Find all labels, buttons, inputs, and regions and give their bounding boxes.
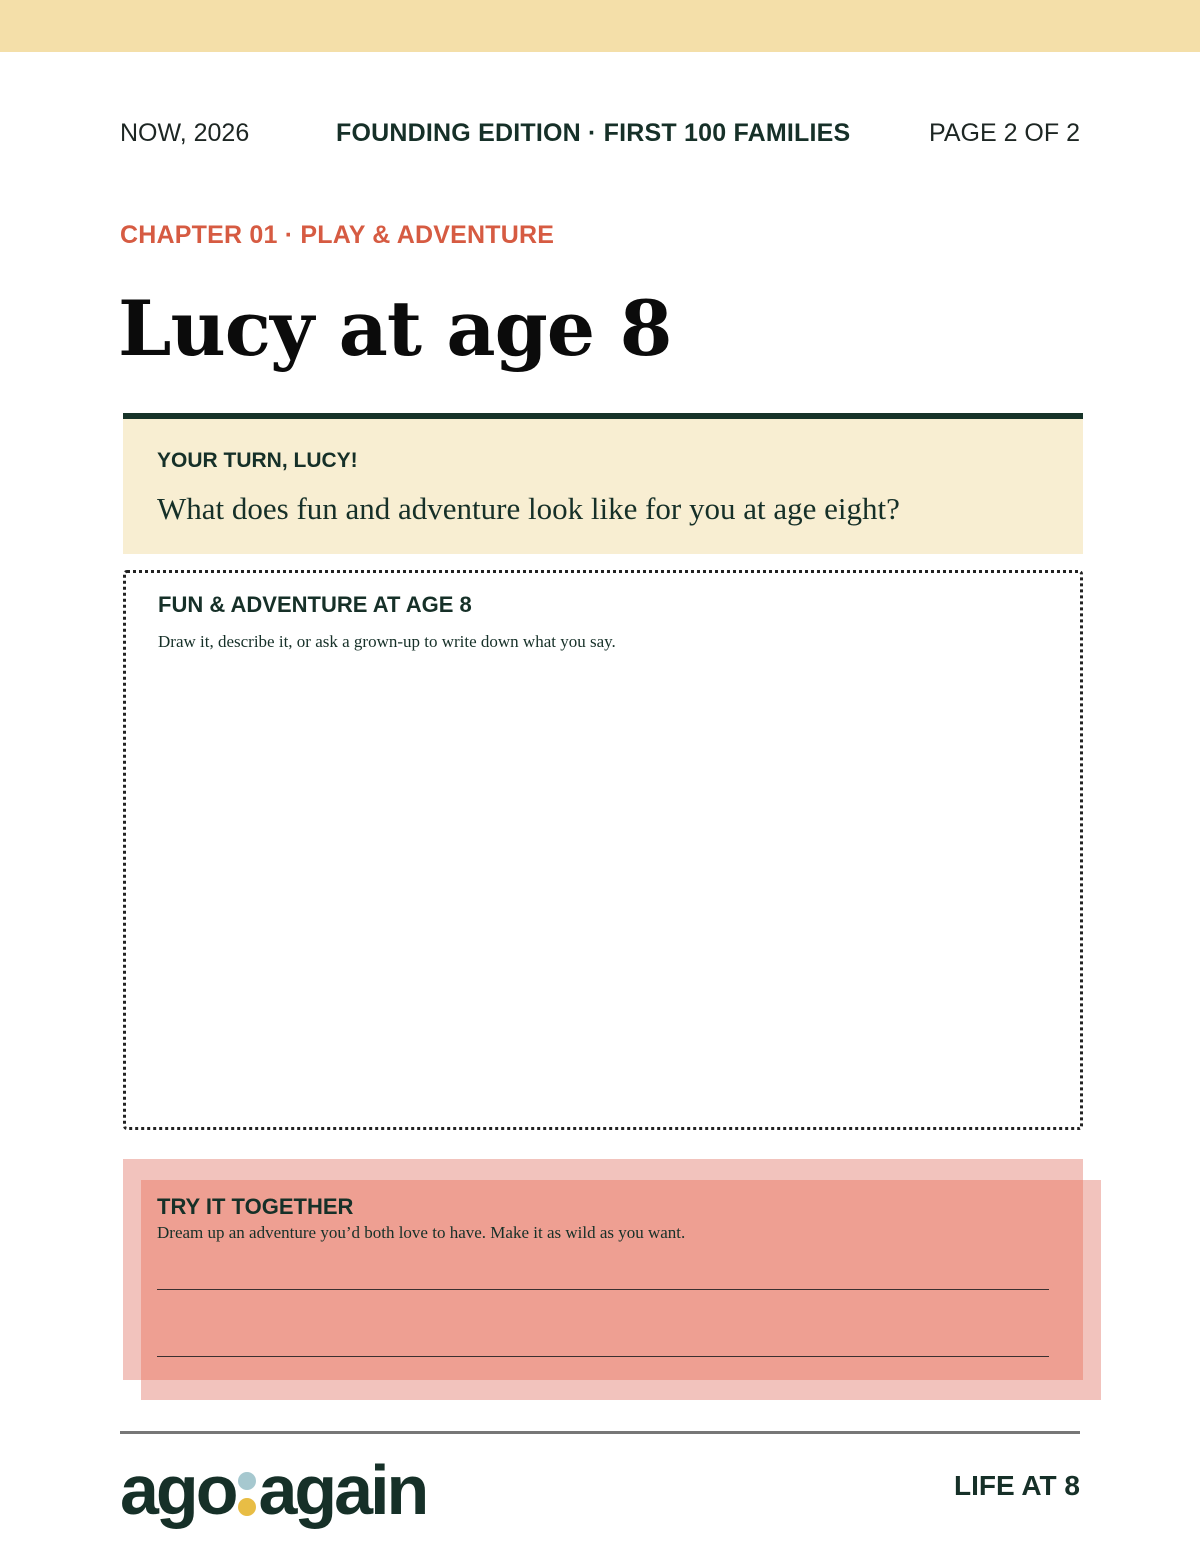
page-title: Lucy at age 8	[118, 284, 672, 373]
logo-text-ago: ago	[120, 1451, 236, 1529]
header-date: NOW, 2026	[120, 119, 250, 147]
drawing-area-instructions: Draw it, describe it, or ask a grown-up to write down what you say.	[158, 632, 616, 651]
drawing-area[interactable]	[123, 570, 1083, 1130]
page-header	[120, 119, 1080, 153]
writing-line-1[interactable]	[157, 1289, 1049, 1290]
drawing-area-title: FUN & ADVENTURE AT AGE 8	[158, 592, 472, 617]
footer-divider	[120, 1431, 1080, 1434]
your-turn-question: What does fun and adventure look like for you at age eight?	[157, 491, 900, 526]
chapter-label: CHAPTER 01 · PLAY & ADVENTURE	[120, 221, 555, 249]
top-band	[0, 0, 1200, 52]
header-edition: FOUNDING EDITION · FIRST 100 FAMILIES	[336, 119, 851, 147]
logo-text-again: again	[258, 1451, 427, 1529]
ago-again-logo	[120, 1450, 426, 1530]
together-title: TRY IT TOGETHER	[157, 1194, 354, 1219]
logo-dots-icon	[236, 1466, 260, 1526]
header-page-number: PAGE 2 OF 2	[929, 119, 1080, 147]
your-turn-panel	[123, 413, 1083, 554]
writing-line-2[interactable]	[157, 1356, 1049, 1357]
your-turn-label: YOUR TURN, LUCY!	[157, 449, 358, 472]
together-instructions: Dream up an adventure you’d both love to have. Make it as wild as you want.	[157, 1223, 686, 1242]
footer-label: LIFE AT 8	[954, 1470, 1080, 1501]
